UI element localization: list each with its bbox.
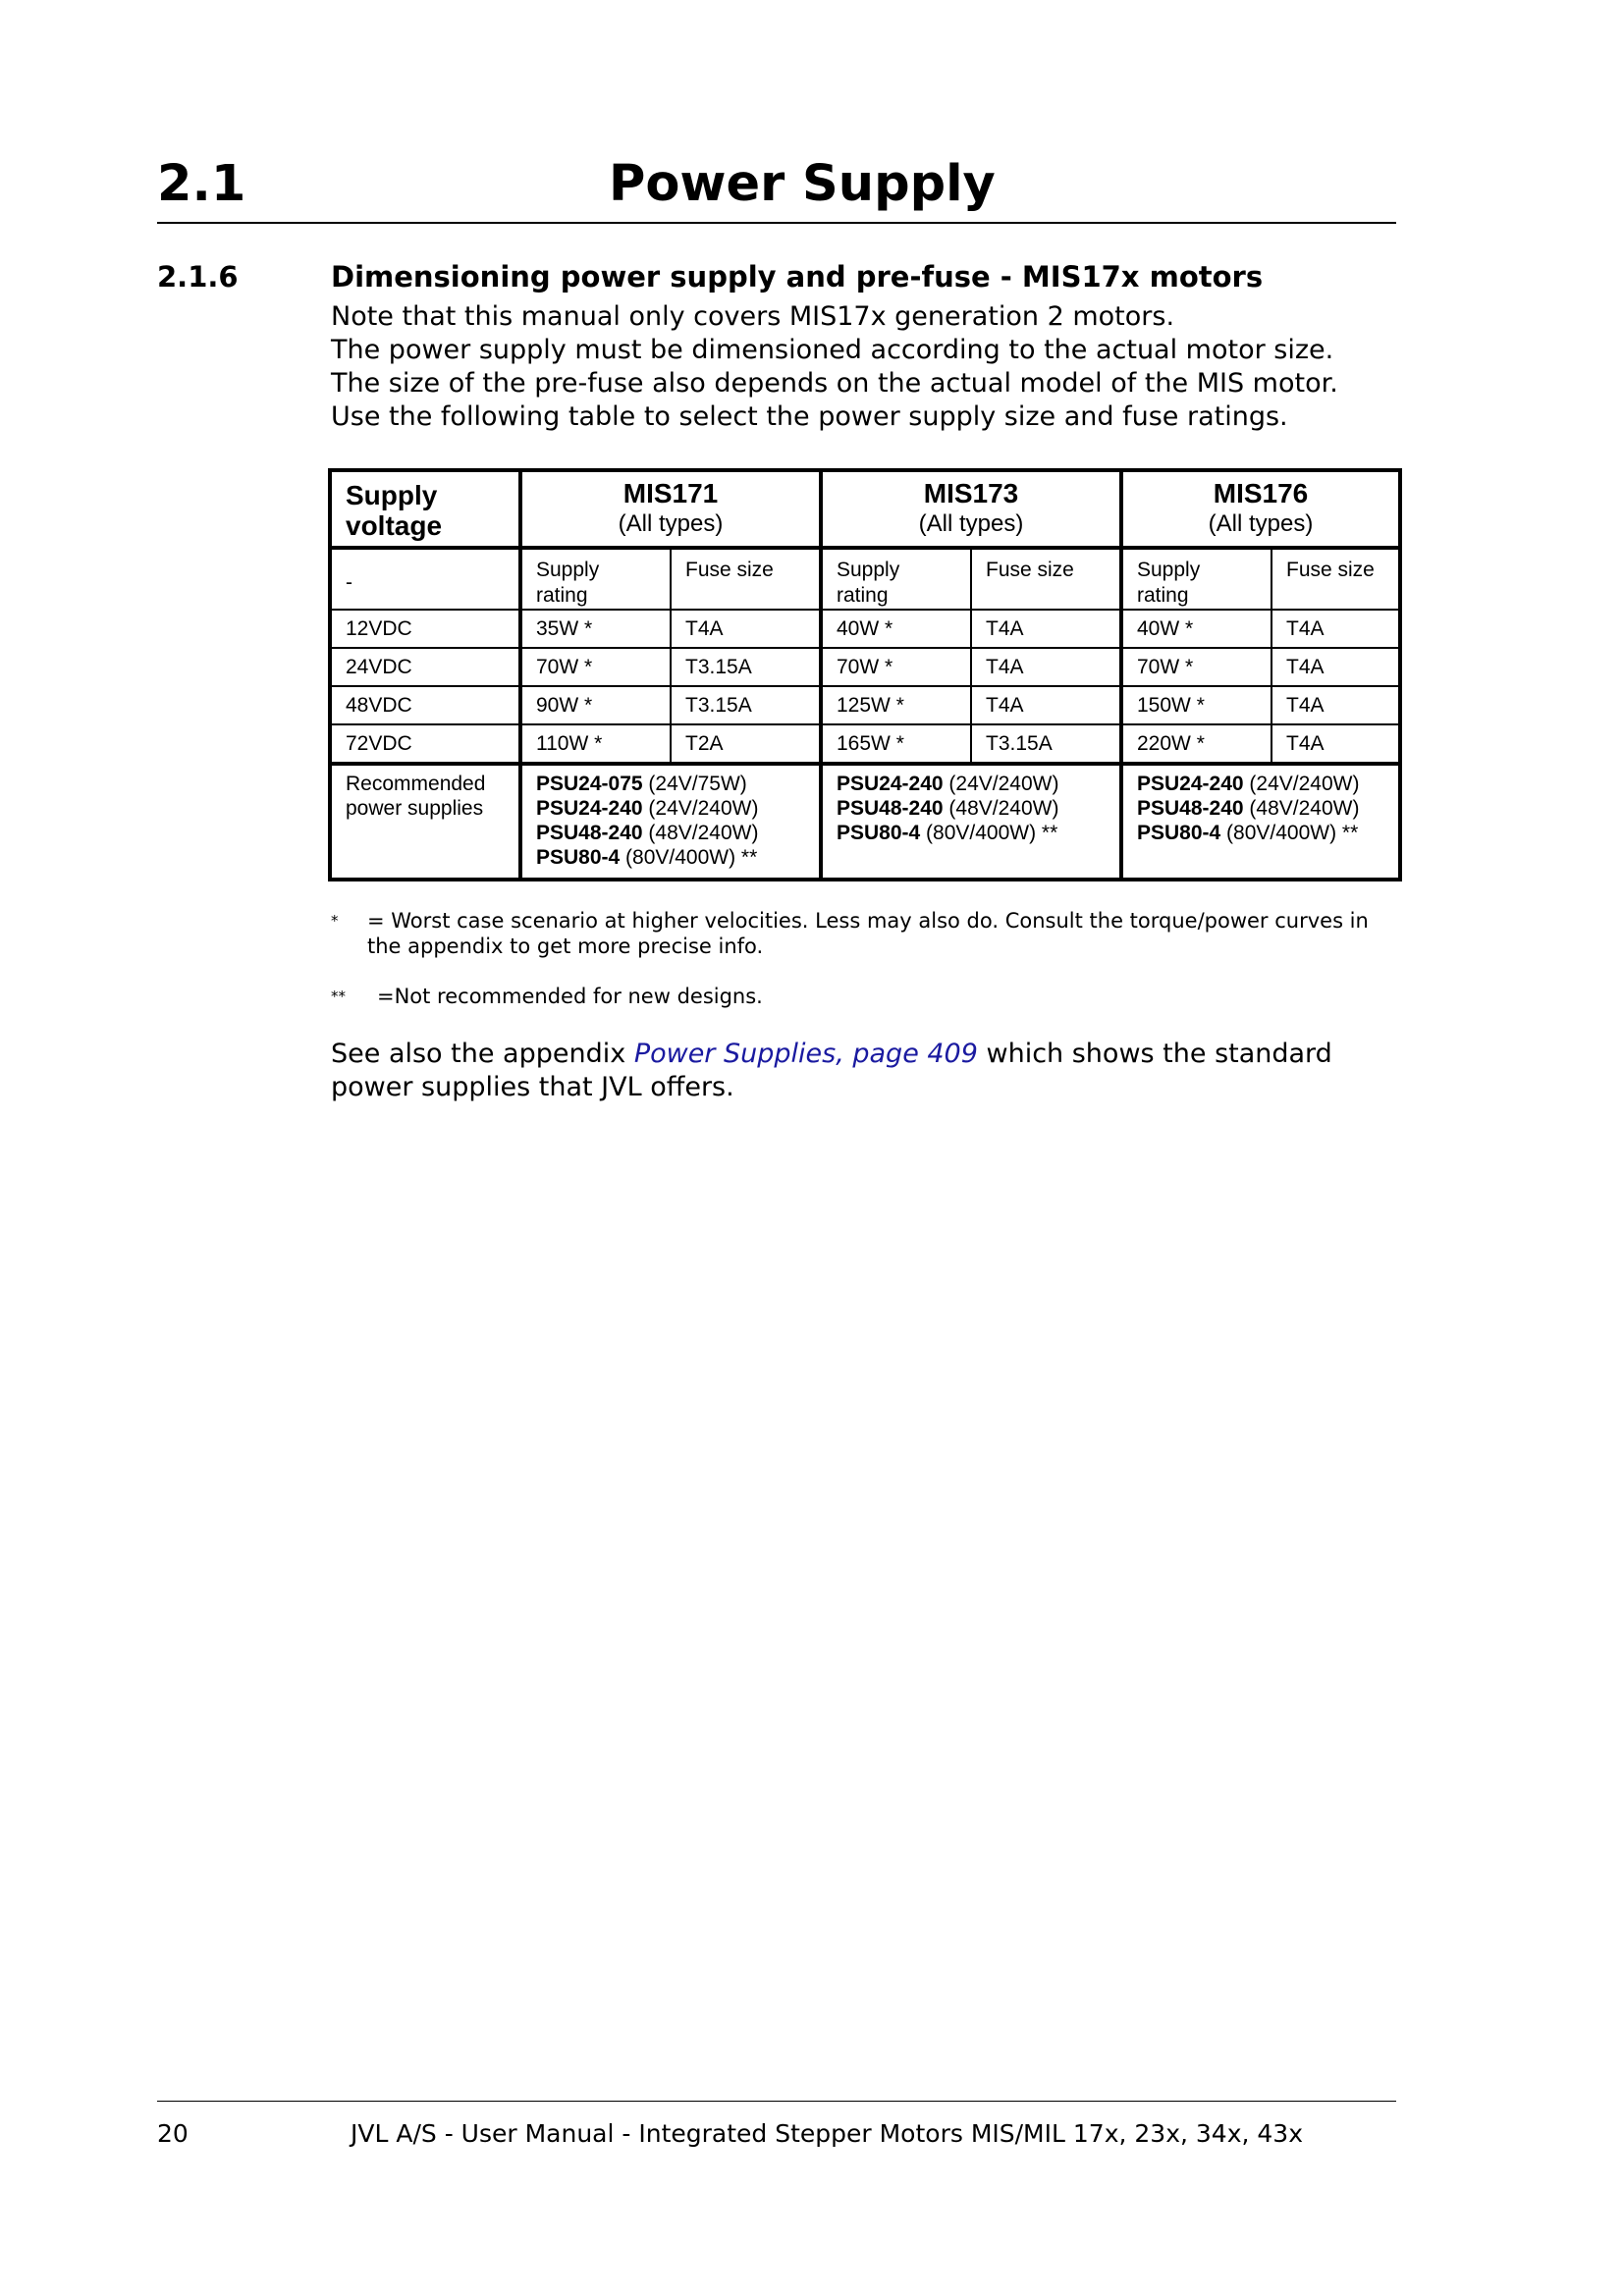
header-rule — [157, 222, 1396, 224]
table-cell: T4A — [971, 610, 1121, 648]
psu-spec: (48V/240W) — [1243, 797, 1360, 820]
table-cell: 220W * — [1121, 724, 1271, 764]
table-cell: 40W * — [821, 610, 971, 648]
model-name: MIS176 — [1213, 478, 1309, 508]
model-header-mis173 — [821, 470, 1121, 548]
psu-spec: (24V/240W) — [943, 773, 1059, 795]
psu-part: PSU48-240 — [1137, 797, 1244, 820]
psu-part: PSU24-240 — [536, 797, 643, 820]
table-row — [330, 686, 1400, 724]
table-cell: 70W * — [520, 648, 671, 686]
psu-spec: (80V/400W) ** — [620, 846, 758, 869]
table-cell: T4A — [1271, 648, 1400, 686]
table-cell: T3.15A — [671, 648, 821, 686]
table-cell: 70W * — [1121, 648, 1271, 686]
intro-line: Use the following table to select the power supply size and fuse ratings. — [331, 401, 1288, 432]
table-cell: T2A — [671, 724, 821, 764]
footnote-text: = Worst case scenario at higher velocities. Less may also do. Consult the torque/power curves in the appendix to get more precise info. — [367, 909, 1369, 958]
psu-spec: (24V/75W) — [642, 773, 747, 795]
voltage-cell: 72VDC — [330, 724, 520, 764]
psu-entry — [1137, 772, 1384, 796]
see-also-after: which shows the standard power supplies that JVL offers. — [331, 1039, 1332, 1102]
model-name: MIS173 — [923, 478, 1019, 508]
psu-part: PSU80-4 — [837, 822, 921, 844]
recommended-mis173 — [821, 764, 1121, 880]
footnote-mark: * — [331, 912, 339, 930]
table-cell: T4A — [971, 686, 1121, 724]
table-row — [330, 648, 1400, 686]
psu-part: PSU24-240 — [1137, 773, 1244, 795]
psu-entry — [536, 796, 805, 821]
table-cell: T3.15A — [671, 686, 821, 724]
table-cell: 90W * — [520, 686, 671, 724]
voltage-cell: 24VDC — [330, 648, 520, 686]
psu-entry — [1137, 796, 1384, 821]
power-supply-table — [328, 468, 1402, 881]
recommended-mis171 — [520, 764, 821, 880]
psu-entry — [536, 772, 805, 796]
subheader-supply-rating: Supply rating — [520, 548, 671, 610]
table-cell: 165W * — [821, 724, 971, 764]
table-cell: T4A — [1271, 610, 1400, 648]
supply-voltage-header: Supply voltage — [330, 470, 520, 548]
see-also-paragraph — [331, 1038, 1401, 1104]
table-cell: T4A — [1271, 724, 1400, 764]
psu-entry — [837, 821, 1106, 845]
model-subtitle: (All types) — [918, 510, 1024, 537]
psu-spec: (80V/400W) ** — [920, 822, 1058, 844]
subheader-dash: - — [330, 548, 520, 610]
intro-line: Note that this manual only covers MIS17x generation 2 motors. — [331, 301, 1175, 332]
psu-spec: (24V/240W) — [1243, 773, 1360, 795]
intro-paragraph — [331, 300, 1391, 434]
subheader-supply-rating: Supply rating — [1121, 548, 1271, 610]
footer-title: JVL A/S - User Manual - Integrated Stepper Motors MIS/MIL 17x, 23x, 34x, 43x — [351, 2119, 1303, 2148]
table-cell: T4A — [971, 648, 1121, 686]
see-also-before: See also the appendix — [331, 1039, 634, 1069]
footer-rule — [157, 2101, 1396, 2102]
footnote-mark: ** — [331, 988, 346, 1005]
model-subtitle: (All types) — [618, 510, 724, 537]
intro-line: The power supply must be dimensioned according to the actual motor size. — [331, 335, 1334, 365]
psu-spec: (48V/240W) — [642, 822, 759, 844]
psu-entry — [837, 772, 1106, 796]
table-cell: 40W * — [1121, 610, 1271, 648]
model-header-mis176 — [1121, 470, 1400, 548]
table-cell: T3.15A — [971, 724, 1121, 764]
psu-entry — [837, 796, 1106, 821]
model-name: MIS171 — [622, 478, 719, 508]
psu-spec: (80V/400W) ** — [1220, 822, 1359, 844]
psu-part: PSU80-4 — [536, 846, 621, 869]
psu-spec: (24V/240W) — [642, 797, 759, 820]
psu-part: PSU24-240 — [837, 773, 944, 795]
power-supplies-link[interactable]: Power Supplies, page 409 — [633, 1039, 978, 1069]
psu-part: PSU48-240 — [837, 797, 944, 820]
table-cell: 110W * — [520, 724, 671, 764]
psu-entry — [536, 821, 805, 845]
subheader-fuse-size: Fuse size — [671, 548, 821, 610]
footnote-text: =Not recommended for new designs. — [377, 985, 763, 1008]
page-number: 20 — [157, 2119, 189, 2148]
intro-line: The size of the pre-fuse also depends on the actual model of the MIS motor. — [331, 368, 1338, 399]
psu-part: PSU80-4 — [1137, 822, 1221, 844]
subheader-supply-rating: Supply rating — [821, 548, 971, 610]
section-number: 2.1 — [157, 155, 246, 213]
table-cell: 70W * — [821, 648, 971, 686]
subheader-fuse-size: Fuse size — [1271, 548, 1400, 610]
psu-part: PSU48-240 — [536, 822, 643, 844]
model-header-mis171 — [520, 470, 821, 548]
table-cell: T4A — [671, 610, 821, 648]
table-cell: T4A — [1271, 686, 1400, 724]
recommended-label: Recommended power supplies — [330, 764, 520, 880]
section-title: Power Supply — [609, 155, 996, 213]
table-cell: 125W * — [821, 686, 971, 724]
model-subtitle: (All types) — [1208, 510, 1314, 537]
voltage-cell: 12VDC — [330, 610, 520, 648]
recommended-mis176 — [1121, 764, 1400, 880]
subsection-title: Dimensioning power supply and pre-fuse - MIS17x motors — [331, 260, 1264, 294]
recommended-row — [330, 764, 1400, 880]
table-cell: 150W * — [1121, 686, 1271, 724]
subsection-number: 2.1.6 — [157, 260, 239, 294]
psu-part: PSU24-075 — [536, 773, 643, 795]
psu-spec: (48V/240W) — [943, 797, 1059, 820]
subheader-fuse-size: Fuse size — [971, 548, 1121, 610]
voltage-cell: 48VDC — [330, 686, 520, 724]
table-row — [330, 724, 1400, 764]
psu-entry — [536, 845, 805, 870]
table-row — [330, 610, 1400, 648]
psu-entry — [1137, 821, 1384, 845]
table-cell: 35W * — [520, 610, 671, 648]
